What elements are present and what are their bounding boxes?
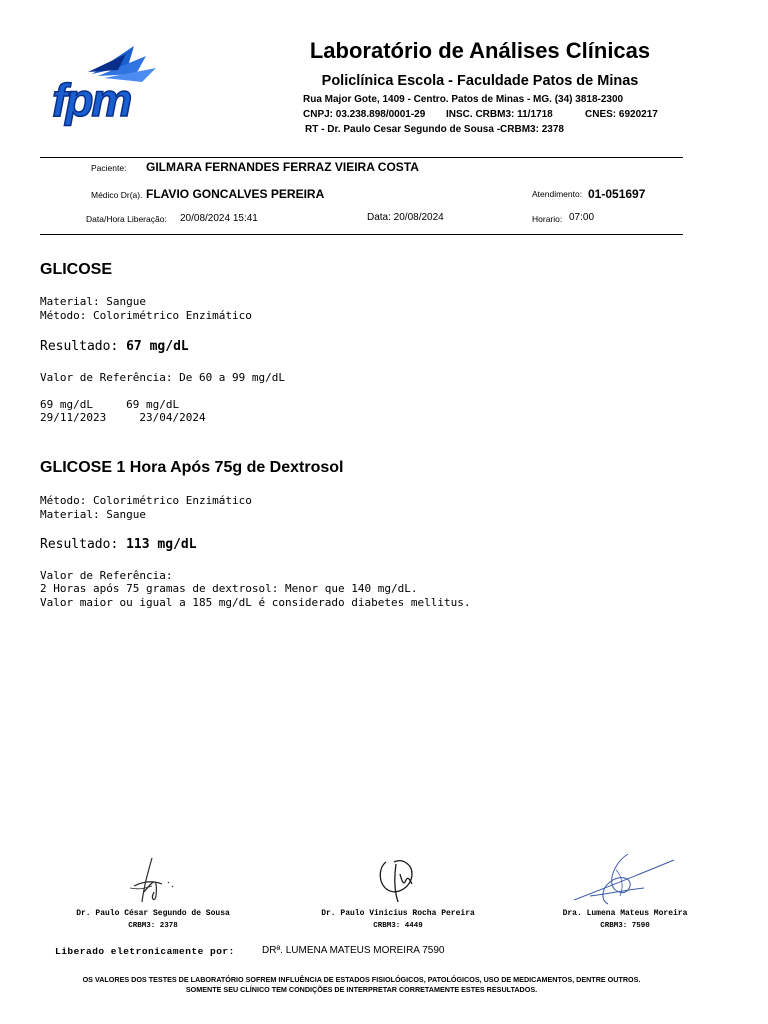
lab-subtitle: Policlínica Escola - Faculdade Patos de Minas <box>321 73 639 89</box>
lab-rt: RT - Dr. Paulo Cesar Segundo de Sousa -CRBM3: 2378 <box>305 124 564 135</box>
doctor-label: Médico Dr(a). <box>91 190 143 200</box>
collection-date: Data: 20/08/2024 <box>367 212 444 223</box>
exam-reference-line: 2 Horas após 75 gramas de dextrosol: Menor que 140 mg/dL. <box>40 582 418 595</box>
liberacao-value: 20/08/2024 15:41 <box>180 213 258 224</box>
atendimento-value: 01-051697 <box>588 187 646 201</box>
footer-disclaimer-2: SOMENTE SEU CLÍNICO TEM CONDIÇÕES DE INTERPRETAR CORRETAMENTE ESTES RESULTADOS. <box>185 985 538 994</box>
atendimento-label: Atendimento: <box>532 189 583 199</box>
exam-title-glicose: GLICOSE <box>40 261 113 278</box>
exam-result <box>40 538 197 552</box>
footer-disclaimer-1: OS VALORES DOS TESTES DE LABORATÓRIO SOFREM INFLUÊNCIA DE ESTADOS FISIOLÓGICOS, PATOLÓGICOS, USO DE MEDICAMENTOS, DENTRE OUTROS. <box>82 975 641 984</box>
result-label: Resultado: <box>40 339 119 354</box>
exam-material: Material: Sangue <box>40 295 146 308</box>
exam-reference-line: Valor maior ou igual a 185 mg/dL é considerado diabetes mellitus. <box>40 596 471 609</box>
released-by-label: Liberado eletronicamente por: <box>55 946 235 957</box>
signature-name: Dr. Paulo Vinicius Rocha Pereira <box>321 909 475 918</box>
exam-reference-label: Valor de Referência: <box>40 569 173 582</box>
lab-cnpj: CNPJ: 03.238.898/0001-29 <box>303 109 426 120</box>
exam-title-glicose-dextrosol: GLICOSE 1 Hora Após 75g de Dextrosol <box>40 459 344 476</box>
patient-name: GILMARA FERNANDES FERRAZ VIEIRA COSTA <box>146 160 419 174</box>
signature-name: Dra. Lumena Mateus Moreira <box>562 909 688 918</box>
signature-name: Dr. Paulo César Segundo de Sousa <box>76 909 230 918</box>
exam-method: Método: Colorimétrico Enzimático <box>40 309 252 322</box>
horario-value: 07:00 <box>569 212 595 223</box>
exam-reference: Valor de Referência: De 60 a 99 mg/dL <box>40 371 286 384</box>
result-label: Resultado: <box>40 537 119 552</box>
signature-crbm: CRBM3: 2378 <box>128 922 178 930</box>
logo-text: fpm <box>52 74 131 126</box>
signature-crbm: CRBM3: 4449 <box>373 922 423 930</box>
signature-crbm: CRBM3: 7590 <box>600 922 650 930</box>
result-value: 67 mg/dL <box>126 339 189 354</box>
lab-registration <box>303 109 658 120</box>
history-values: 69 mg/dL 69 mg/dL <box>40 398 180 411</box>
fpm-logo <box>48 44 166 134</box>
horario-label: Horario: <box>532 214 563 224</box>
doctor-name: FLAVIO GONCALVES PEREIRA <box>146 187 325 201</box>
signature-lumena <box>570 850 678 910</box>
history-dates: 29/11/2023 23/04/2024 <box>40 411 206 424</box>
header-divider <box>40 157 683 158</box>
released-by-value: DRª. LUMENA MATEUS MOREIRA 7590 <box>262 945 445 956</box>
exam-result <box>40 340 189 354</box>
result-value: 113 mg/dL <box>126 537 197 552</box>
lab-title: Laboratório de Análises Clínicas <box>309 38 651 63</box>
lab-insc: INSC. CRBM3: 11/1718 <box>446 109 553 120</box>
liberacao-label: Data/Hora Liberação: <box>86 214 167 224</box>
signature-paulo-cesar <box>122 852 186 908</box>
patient-label: Paciente: <box>91 163 127 173</box>
signature-paulo-vinicius <box>372 852 424 908</box>
exam-material: Material: Sangue <box>40 508 146 521</box>
exam-method: Método: Colorimétrico Enzimático <box>40 494 252 507</box>
patient-divider <box>40 234 683 235</box>
lab-cnes: CNES: 6920217 <box>585 109 658 120</box>
lab-address: Rua Major Gote, 1409 - Centro. Patos de Minas - MG. (34) 3818-2300 <box>303 94 624 105</box>
